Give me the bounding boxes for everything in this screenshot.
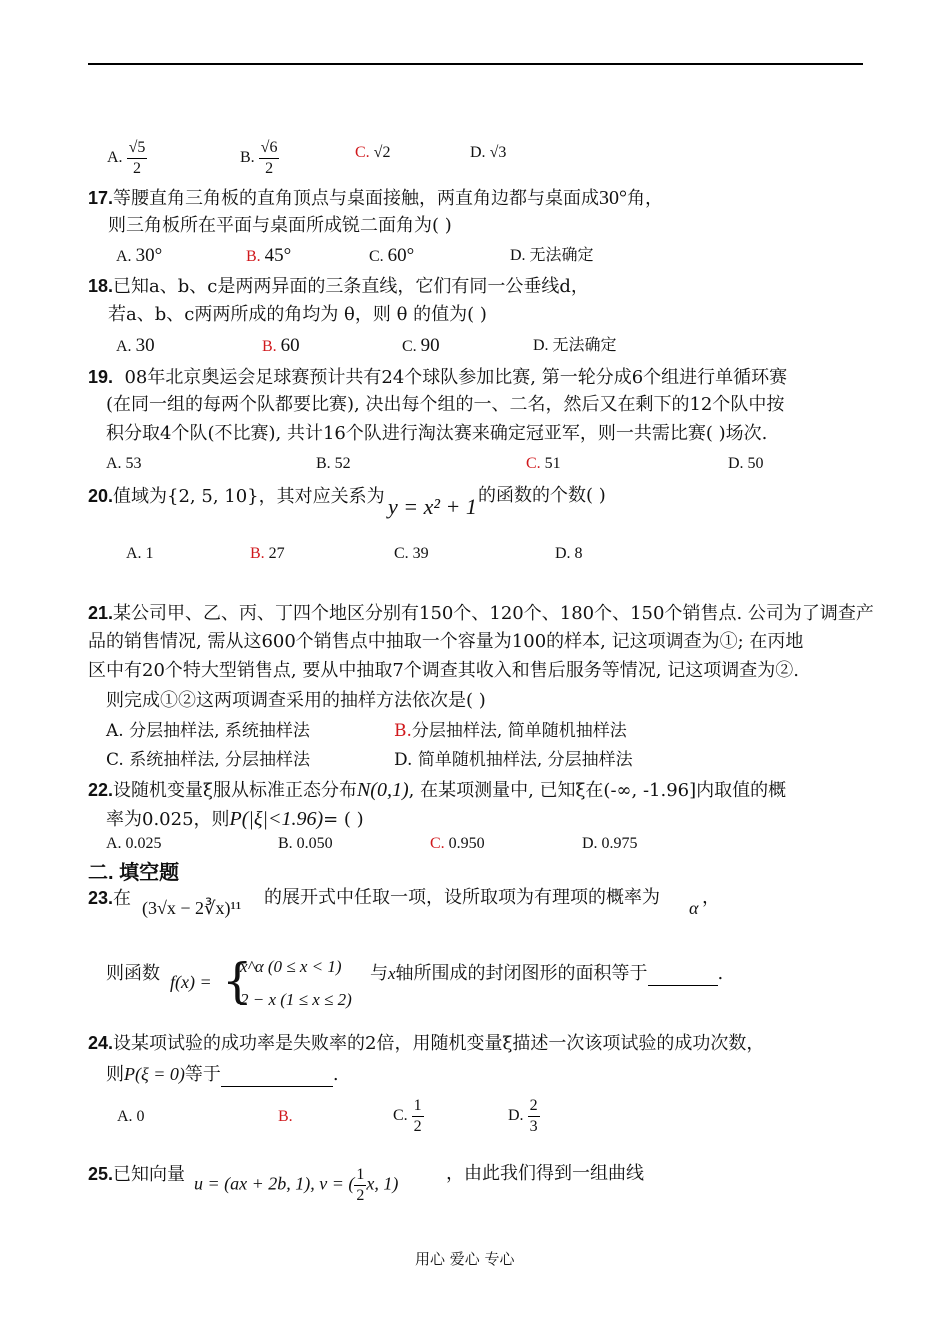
- q25-formula: [194, 1165, 398, 1206]
- q20-option-d: D. 8: [555, 545, 583, 562]
- q23-line2-rest: [370, 962, 723, 986]
- q16-a-fraction: [127, 138, 148, 179]
- q23-case2: 2 − x (1 ≤ x ≤ 2): [240, 990, 352, 1009]
- q22-c-label: C.: [430, 835, 445, 852]
- q16-a-denominator: 2: [132, 160, 141, 177]
- q18-a-label: A.: [116, 338, 132, 355]
- q24-text2-end: .: [332, 1064, 339, 1085]
- q24-d-numerator: 2: [528, 1096, 540, 1117]
- q23-case1: x^α (0 ≤ x < 1): [240, 957, 342, 976]
- q18-a-value: 30: [135, 335, 155, 356]
- q24-c-label: C.: [393, 1107, 408, 1125]
- q23-expansion: (3√x − 2∛x)¹¹: [142, 898, 242, 918]
- q24-c-fraction: [412, 1096, 424, 1137]
- q18-c-label: C.: [402, 338, 417, 355]
- q22-text2b: = ( ): [323, 809, 364, 830]
- q18-c-value: 90: [420, 335, 440, 356]
- q16-option-b: [240, 138, 279, 179]
- q21-option-d: D. 简单随机抽样法, 分层抽样法: [394, 750, 633, 770]
- q16-b-denominator: 2: [265, 160, 274, 177]
- q19-text1: 08年北京奥运会足球赛预计共有24个球队参加比赛, 第一轮分成6个组进行单循环赛: [124, 367, 788, 388]
- q24-c-numerator: 1: [412, 1096, 424, 1117]
- q20-option-c: C. 39: [394, 545, 429, 562]
- q24-c-denominator: 2: [413, 1118, 422, 1135]
- q17-text1: 等腰直角三角板的直角顶点与桌面接触，两直角边都与桌面成: [113, 188, 600, 209]
- q18-b-value: 60: [280, 335, 300, 356]
- q17-line2: 则三角板所在平面与桌面所成锐二面角为( ): [108, 215, 452, 236]
- q23-brace: {: [222, 953, 253, 1009]
- q20-b-label: B.: [250, 545, 265, 562]
- q18-line1: [88, 274, 589, 299]
- q16-c-label: C.: [355, 144, 370, 161]
- q23-text2c: 轴所围成的封闭图形的面积等于: [395, 963, 648, 984]
- q19-number: 19.: [88, 367, 114, 387]
- q17-a-value: 30°: [135, 245, 163, 266]
- q20-line1: [88, 484, 385, 509]
- q19-c-value: 51: [544, 455, 561, 472]
- q17-option-b: [246, 245, 291, 268]
- q20-formula: y = x² + 1: [388, 494, 477, 519]
- q17-b-value: 45°: [264, 245, 292, 266]
- q16-b-fraction: [259, 138, 280, 179]
- q20-option-a: A. 1: [126, 545, 154, 562]
- q23-text1-end: ，: [702, 887, 720, 908]
- q24-option-d: [508, 1096, 540, 1137]
- q19-option-a: A. 53: [106, 455, 142, 472]
- q25-number: 25.: [88, 1164, 114, 1184]
- q22-option-c: [430, 833, 485, 855]
- q24-d-label: D.: [508, 1107, 524, 1125]
- q21-line2: 品的销售情况, 需从这600个销售点中抽取一个容量为100的样本, 记这项调查为①; 在丙地: [88, 631, 804, 652]
- q24-option-c: [393, 1096, 424, 1137]
- q22-text1a: 设随机变量ξ服从标准正态分布: [113, 780, 357, 801]
- q24-number: 24.: [88, 1033, 114, 1053]
- q21-b-value: 分层抽样法, 简单随机抽样法: [411, 721, 627, 741]
- q16-d-value: √3: [489, 144, 507, 161]
- q18-option-d: D. 无法确定: [533, 337, 617, 354]
- q23-text2a: 则函数: [106, 963, 160, 984]
- q16-b-label: B.: [240, 149, 255, 167]
- q25-half-fraction: [354, 1165, 366, 1206]
- q23-line1: [88, 886, 131, 911]
- q22-option-d: D. 0.975: [582, 835, 638, 852]
- q22-text2a: 率为0.025，则: [106, 809, 230, 830]
- q18-option-a: [116, 335, 155, 358]
- q24-option-b: B.: [278, 1108, 293, 1125]
- q25-line1: [88, 1162, 185, 1187]
- q20-text1-end: 的函数的个数( ): [478, 485, 606, 506]
- q21-option-b: [394, 719, 627, 743]
- q25-half-numerator: 1: [354, 1165, 366, 1186]
- q25-half-denominator: 2: [356, 1187, 365, 1204]
- q24-d-denominator: 3: [529, 1118, 538, 1135]
- q17-angle: 30°: [599, 187, 628, 209]
- q17-c-value: 60°: [387, 245, 415, 266]
- q21-number: 21.: [88, 603, 114, 623]
- q23-text2b: 与: [370, 963, 388, 984]
- q20-b-value: 27: [268, 545, 285, 562]
- q19-line3: 积分取4个队(不比赛), 共计16个队进行淘汰赛来确定冠亚军，则一共需比赛( )场次.: [106, 423, 768, 444]
- q16-a-numerator: √5: [127, 138, 148, 159]
- q20-number: 20.: [88, 486, 114, 506]
- q16-c-value: √2: [373, 144, 391, 161]
- q16-b-numerator: √6: [259, 138, 280, 159]
- q16-option-a: [107, 138, 147, 179]
- q23-text1b: 的展开式中任取一项，设所取项为有理项的概率为: [264, 887, 660, 908]
- q18-b-label: B.: [262, 338, 277, 355]
- header-rule: [88, 63, 863, 65]
- q23-x-var: x: [388, 964, 396, 983]
- q21-line3: 区中有20个特大型销售点, 要从中抽取7个调查其收入和售后服务等情况, 记这项调查为②.: [88, 660, 799, 681]
- q17-text1-end: 角，: [627, 188, 664, 209]
- q18-text1: 已知a、b、c是两两异面的三条直线，它们有同一公垂线d，: [113, 276, 589, 297]
- q21-option-a: A. 分层抽样法, 系统抽样法: [106, 721, 310, 741]
- q22-text1b: , 在某项测量中, 已知ξ在(-∞, -1.96]内取值的概: [408, 780, 787, 801]
- q18-option-b: [262, 335, 300, 358]
- q24-text2a: 则: [106, 1064, 124, 1085]
- q17-option-d: D. 无法确定: [510, 247, 594, 264]
- page-footer: 用心 爱心 专心: [415, 1250, 515, 1268]
- q22-normal-dist: N(0,1): [356, 779, 409, 801]
- q22-probability: P(|ξ|<1.96): [229, 808, 324, 830]
- q17-number: 17.: [88, 188, 114, 208]
- q19-option-d: D. 50: [728, 455, 764, 472]
- q16-a-label: A.: [107, 149, 123, 167]
- q17-a-label: A.: [116, 248, 132, 265]
- q24-d-fraction: [528, 1096, 540, 1137]
- q21-line4: 则完成①②这两项调查采用的抽样方法依次是( ): [106, 690, 486, 711]
- q19-line1: [88, 365, 787, 390]
- q22-option-b: B. 0.050: [278, 835, 333, 852]
- q21-option-c: C. 系统抽样法, 分层抽样法: [106, 750, 311, 770]
- q23-number: 23.: [88, 888, 114, 908]
- q24-probability: P(ξ = 0): [124, 1064, 185, 1084]
- q22-option-a: A. 0.025: [106, 835, 162, 852]
- q19-option-c: [526, 453, 561, 475]
- q16-d-label: D.: [470, 144, 486, 161]
- q23-text2-end: .: [717, 963, 724, 984]
- q25-vector-u: u = (ax + 2b, 1),: [194, 1173, 315, 1194]
- q20-text1: 值域为{2, 5, 10}，其对应关系为: [113, 486, 385, 507]
- q17-c-label: C.: [369, 248, 384, 265]
- q25-text1a: 已知向量: [113, 1164, 186, 1185]
- section-title-fill-in: 二. 填空题: [88, 862, 180, 884]
- q24-line1: [88, 1031, 764, 1056]
- q21-text1: 某公司甲、乙、丙、丁四个地区分别有150个、120个、180个、150个销售点. 公司为了调查产: [113, 603, 874, 624]
- q24-answer-blank[interactable]: [221, 1068, 333, 1087]
- q22-number: 22.: [88, 780, 114, 800]
- q22-line2: [106, 807, 364, 832]
- q23-function: f(x) =: [170, 972, 212, 992]
- q24-text2b: 等于: [184, 1064, 221, 1085]
- q24-text1: 设某项试验的成功率是失败率的2倍，用随机变量ξ描述一次该项试验的成功次数，: [113, 1033, 765, 1054]
- q16-option-d: [470, 142, 506, 164]
- q24-line2: [106, 1062, 339, 1087]
- q19-c-label: C.: [526, 455, 541, 472]
- q24-option-a: A. 0: [117, 1108, 145, 1125]
- q25-text1b: ，由此我们得到一组曲线: [446, 1163, 644, 1184]
- q23-answer-blank[interactable]: [648, 967, 718, 986]
- q20-option-b: [250, 543, 285, 565]
- q19-option-b: B. 52: [316, 455, 351, 472]
- q25-vector-v: v = (: [319, 1173, 355, 1194]
- q23-alpha: α: [689, 898, 699, 918]
- q19-line2: (在同一组的每两个队都要比赛), 决出每个组的一、二名，然后又在剩下的12个队中按: [106, 394, 785, 415]
- q17-b-label: B.: [246, 248, 261, 265]
- q21-line1: [88, 601, 874, 626]
- q17-option-a: [116, 245, 162, 268]
- q17-option-c: [369, 245, 414, 268]
- q21-b-label: B.: [394, 721, 412, 741]
- q18-number: 18.: [88, 276, 114, 296]
- q25-vector-v-end: x, 1): [366, 1173, 399, 1194]
- q22-c-value: 0.950: [448, 835, 485, 852]
- q18-option-c: [402, 335, 440, 358]
- q16-option-c: [355, 142, 390, 164]
- q18-line2: 若a、b、c两两所成的角均为 θ，则 θ 的值为( ): [108, 304, 487, 325]
- q22-line1: [88, 778, 786, 803]
- q17-line1: [88, 186, 663, 211]
- q23-text1a: 在: [113, 888, 132, 909]
